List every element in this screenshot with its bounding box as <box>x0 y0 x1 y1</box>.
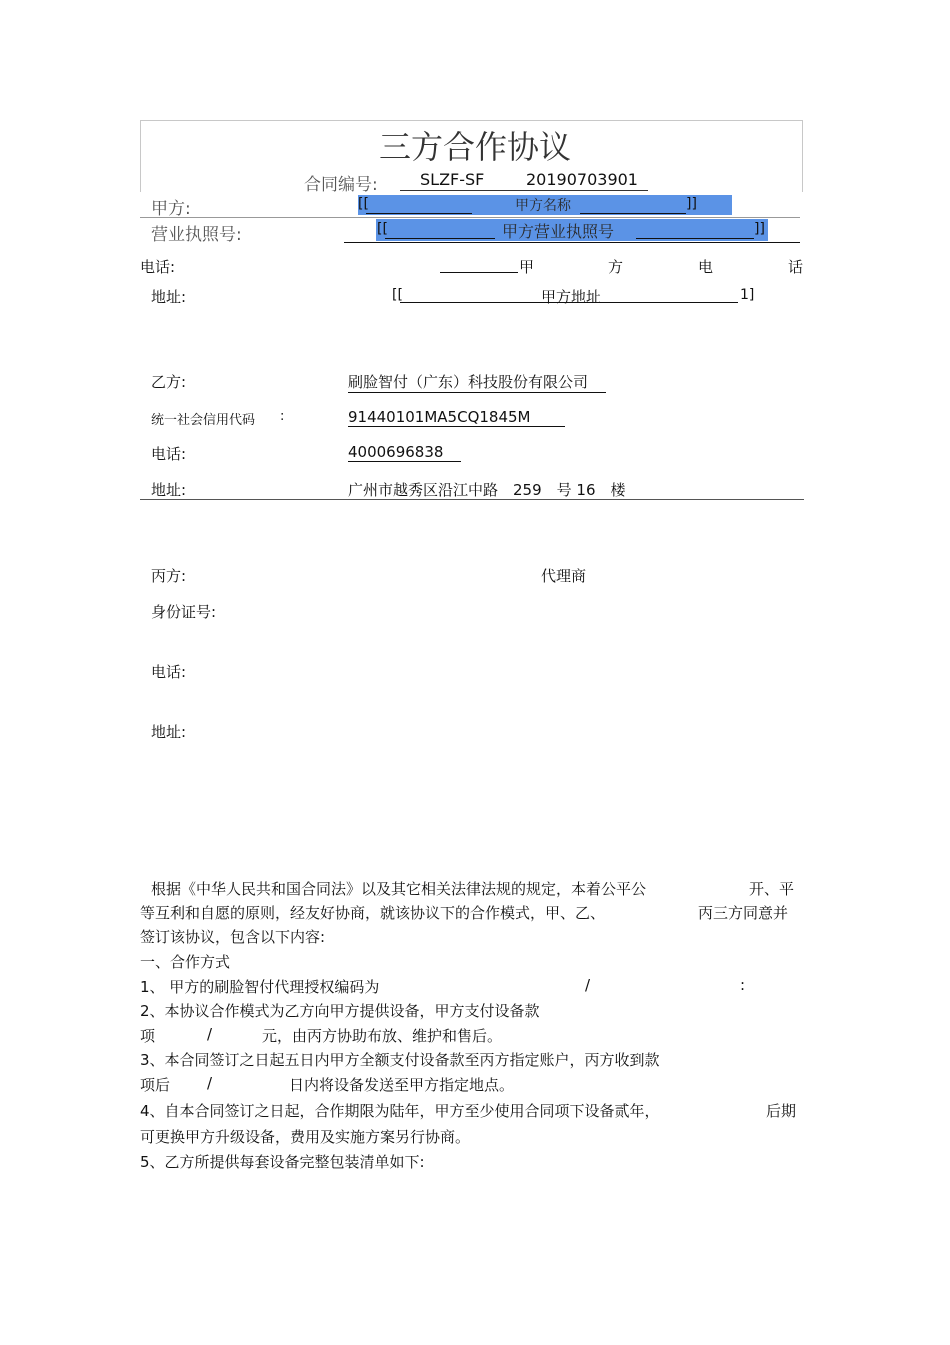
party-a-address-placeholder: 甲方地址 <box>541 288 602 306</box>
party-a-phone-char-1: 甲 <box>519 258 535 276</box>
party-a-license-close: ]] <box>754 221 765 237</box>
item-2-line-2b: 元，由丙方协助布放、维护和售后。 <box>262 1027 503 1045</box>
party-a-license-open: [[ <box>377 221 388 237</box>
contract-no-label: 合同编号: <box>304 175 378 195</box>
license-top-rule <box>140 217 800 218</box>
contract-no-prefix: SLZF-SF <box>420 170 485 189</box>
intro-line-2b: 丙三方同意并 <box>698 904 789 922</box>
party-b-name: 刷脸智付（广东）科技股份有限公司 <box>348 371 606 393</box>
party-a-phone-char-4: 话 <box>788 258 804 276</box>
party-b-credit-code: 91440101MA5CQ1845M <box>348 408 565 427</box>
party-a-name-close: ]] <box>686 196 697 212</box>
party-a-phone-char-2: 方 <box>608 258 624 276</box>
party-b-phone-label: 电话: <box>151 445 187 463</box>
party-a-address-open: [[ <box>392 287 403 303</box>
party-b-credit-label: 统一社会信用代码 <box>151 413 256 428</box>
item-3-line-1: 3、本合同签订之日起五日内甲方全额支付设备款至丙方指定账户，丙方收到款 <box>140 1051 660 1069</box>
party-a-license-label: 营业执照号: <box>151 225 242 245</box>
intro-line-1a: 根据《中华人民共和国合同法》以及其它相关法律法规的规定，本着公平公 <box>151 880 647 898</box>
party-a-address-label: 地址: <box>151 288 187 306</box>
party-a-phone-underline <box>440 272 518 273</box>
party-a-license-underline-right <box>636 238 754 239</box>
party-a-name-open: [[ <box>358 196 369 212</box>
contract-no-number: 20190703901 <box>526 170 638 189</box>
party-b-bottom-rule <box>140 499 804 500</box>
item-5-text: 5、乙方所提供每套设备完整包装清单如下: <box>140 1153 425 1171</box>
page-title: 三方合作协议 <box>378 128 571 166</box>
party-c-label: 丙方: <box>151 567 187 585</box>
license-bottom-rule <box>344 242 800 243</box>
item-1-colon: : <box>740 976 746 994</box>
party-b-address: 广州市越秀区沿江中路 259 号 16 楼 <box>348 481 626 499</box>
party-a-address-close: 1] <box>740 287 755 303</box>
intro-line-1b: 开、平 <box>749 880 795 898</box>
item-4-line-1b: 后期 <box>766 1102 797 1120</box>
item-3-slash: / <box>207 1074 213 1092</box>
party-a-name-placeholder: 甲方名称 <box>515 198 571 214</box>
party-a-name-underline-left <box>366 213 472 214</box>
party-c-name: 代理商 <box>541 567 587 585</box>
party-b-credit-colon: : <box>280 409 285 424</box>
party-a-license-placeholder: 甲方营业执照号 <box>502 222 615 241</box>
party-a-phone-char-3: 电 <box>698 258 714 276</box>
section-1-heading: 一、合作方式 <box>140 953 231 971</box>
item-1-slash: / <box>585 976 591 994</box>
item-3-line-2a: 项后 <box>140 1076 171 1094</box>
item-4-line-2: 可更换甲方升级设备，费用及实施方案另行协商。 <box>140 1128 471 1146</box>
intro-line-3: 签订该协议，包含以下内容: <box>140 928 326 946</box>
party-c-phone-label: 电话: <box>151 663 187 681</box>
party-c-address-label: 地址: <box>151 723 187 741</box>
item-4-line-1a: 4、自本合同签订之日起，合作期限为陆年，甲方至少使用合同项下设备贰年， <box>140 1102 660 1120</box>
party-a-label: 甲方: <box>151 199 191 219</box>
party-a-license-underline-left <box>385 238 495 239</box>
party-c-id-label: 身份证号: <box>151 603 217 621</box>
item-1-text: 1、 甲方的刷脸智付代理授权编码为 <box>140 978 380 996</box>
party-a-phone-label: 电话: <box>140 258 176 276</box>
item-2-line-1: 2、本协议合作模式为乙方向甲方提供设备，甲方支付设备款 <box>140 1002 540 1020</box>
party-a-name-underline-right <box>580 213 686 214</box>
intro-line-2a: 等互利和自愿的原则，经友好协商，就该协议下的合作模式，甲、乙、 <box>140 904 606 922</box>
item-2-line-2a: 项 <box>140 1027 156 1045</box>
party-b-phone: 4000696838 <box>348 443 461 462</box>
item-3-line-2b: 日内将设备发送至甲方指定地点。 <box>289 1076 515 1094</box>
party-b-label: 乙方: <box>151 373 187 391</box>
party-b-address-label: 地址: <box>151 481 187 499</box>
item-2-slash: / <box>207 1025 213 1043</box>
